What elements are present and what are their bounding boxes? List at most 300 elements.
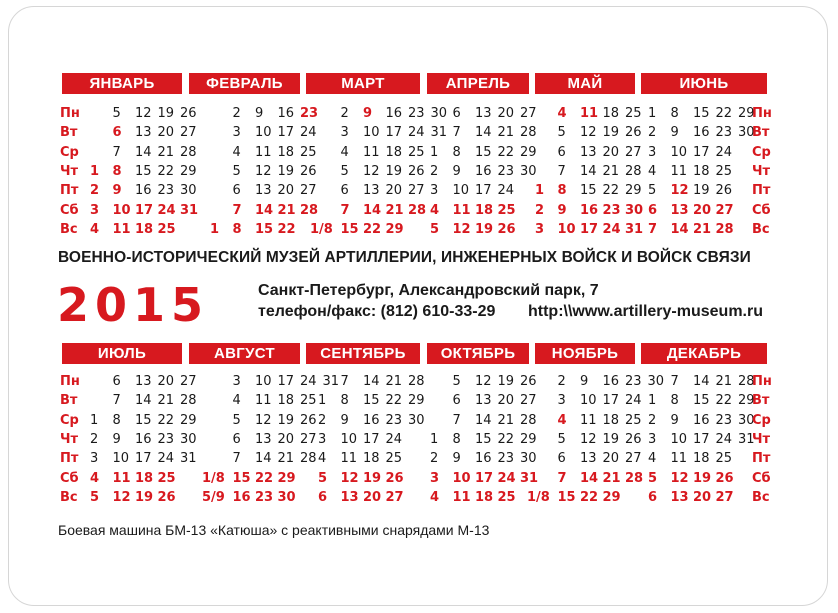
day-name-right: Сб xyxy=(752,470,771,486)
calendar-day: 4 xyxy=(648,451,657,467)
day-name-right: Вс xyxy=(752,489,770,505)
calendar-day: 14 xyxy=(363,374,380,389)
calendar-day: 15 xyxy=(557,489,576,505)
calendar-day: 12 xyxy=(112,489,131,505)
calendar-day: 22 xyxy=(602,183,620,199)
month-header: АПРЕЛЬ xyxy=(427,73,529,94)
calendar-day: 24 xyxy=(300,125,317,141)
calendar-day: 27 xyxy=(625,451,642,467)
calendar-day: 18 xyxy=(693,451,710,467)
calendar-day: 1 xyxy=(648,106,657,121)
calendar-day: 20 xyxy=(157,125,175,141)
calendar-day: 5 xyxy=(557,431,566,447)
calendar-day: 4 xyxy=(340,144,349,160)
calendar-day: 21 xyxy=(277,202,296,218)
calendar-day: 23 xyxy=(300,106,319,121)
calendar-day: 21 xyxy=(385,202,404,218)
calendar-day: 31 xyxy=(520,470,539,486)
calendar-day: 16 xyxy=(277,106,295,121)
calendar-day: 5 xyxy=(112,106,121,121)
calendar-day: 13 xyxy=(670,489,689,505)
calendar-day: 6 xyxy=(648,489,658,505)
calendar-day: 17 xyxy=(135,451,152,467)
calendar-day: 19 xyxy=(135,489,154,505)
calendar-day: 30 xyxy=(430,106,448,121)
calendar-day: 27 xyxy=(625,144,642,160)
calendar-day: 13 xyxy=(255,431,272,447)
calendar-day: 12 xyxy=(670,470,689,486)
calendar-day: 5 xyxy=(232,412,241,428)
calendar-day: 20 xyxy=(497,106,515,121)
calendar-day: 6 xyxy=(232,431,241,447)
calendar-day: 29 xyxy=(625,183,642,199)
calendar-day: 3 xyxy=(232,374,241,389)
calendar-day: 18 xyxy=(475,489,494,505)
calendar-day: 25 xyxy=(497,489,516,505)
calendar-day: 19 xyxy=(602,431,620,447)
calendar-day: 8 xyxy=(670,393,679,409)
calendar-day: 3 xyxy=(318,431,327,447)
calendar-day: 29 xyxy=(738,106,755,121)
calendar-day: 9 xyxy=(557,202,567,218)
calendar-day: 6 xyxy=(318,489,328,505)
calendar-day: 28 xyxy=(300,202,319,218)
calendar-day: 11 xyxy=(452,202,471,218)
calendar-day: 11 xyxy=(452,489,471,505)
calendar-day: 23 xyxy=(255,489,274,505)
calendar-day: 17 xyxy=(277,374,295,389)
calendar-day: 20 xyxy=(363,489,382,505)
calendar-day: 21 xyxy=(157,144,175,160)
calendar-day: 30 xyxy=(520,451,537,467)
calendar-day: 1 xyxy=(90,163,100,179)
calendar-day: 17 xyxy=(363,431,380,447)
calendar-day: 11 xyxy=(670,163,688,179)
calendar-day: 25 xyxy=(385,451,403,467)
calendar-day: 22 xyxy=(497,144,515,160)
calendar-day: 9 xyxy=(670,125,679,141)
calendar-day: 25 xyxy=(300,144,317,160)
calendar-day: 13 xyxy=(580,451,597,467)
calendar-day: 18 xyxy=(277,393,295,409)
day-name-left: Вс xyxy=(60,489,78,505)
calendar-day: 17 xyxy=(693,431,710,447)
day-name-left: Сб xyxy=(60,470,79,486)
calendar-day: 22 xyxy=(277,221,296,237)
calendar-day: 23 xyxy=(602,202,621,218)
calendar-day: 21 xyxy=(157,393,175,409)
calendar-day: 31 xyxy=(430,125,448,141)
calendar-day: 6 xyxy=(112,125,122,141)
calendar-day: 30 xyxy=(647,374,665,389)
calendar-day: 25 xyxy=(715,451,733,467)
calendar-day: 26 xyxy=(408,163,425,179)
calendar-day: 7 xyxy=(340,374,349,389)
calendar-day: 26 xyxy=(497,221,516,237)
calendar-day: 28 xyxy=(408,202,427,218)
calendar-day: 20 xyxy=(693,202,712,218)
calendar-day: 3 xyxy=(90,451,99,467)
calendar-day: 13 xyxy=(475,393,492,409)
calendar-day: 22 xyxy=(157,163,175,179)
calendar-day: 22 xyxy=(385,393,403,409)
calendar-day: 14 xyxy=(135,144,152,160)
calendar-day: 1 xyxy=(210,221,220,237)
calendar-day: 27 xyxy=(715,489,734,505)
year-label: 2015 xyxy=(57,278,210,332)
day-name-right: Пт xyxy=(752,183,771,199)
calendar-day: 2 xyxy=(232,106,241,121)
calendar-day: 19 xyxy=(385,163,403,179)
calendar-day: 18 xyxy=(363,451,380,467)
calendar-day: 23 xyxy=(625,374,642,389)
calendar-day: 11 xyxy=(255,144,272,160)
calendar-day: 9 xyxy=(112,183,122,199)
day-name-left: Вт xyxy=(60,393,78,409)
calendar-day: 28 xyxy=(520,412,537,428)
calendar-day: 29 xyxy=(180,163,197,179)
day-name-right: Ср xyxy=(752,144,771,160)
calendar-day: 25 xyxy=(497,202,516,218)
calendar-day: 19 xyxy=(693,470,712,486)
month-header: МАРТ xyxy=(306,73,420,94)
calendar-day: 13 xyxy=(135,125,152,141)
calendar-day: 14 xyxy=(255,451,272,467)
calendar-day: 5 xyxy=(452,374,461,389)
calendar-day: 6 xyxy=(557,144,566,160)
calendar-day: 17 xyxy=(475,183,492,199)
calendar-day: 25 xyxy=(715,163,733,179)
calendar-day: 15 xyxy=(135,163,152,179)
address: Санкт-Петербург, Александровский парк, 7 xyxy=(258,282,599,299)
calendar-day: 24 xyxy=(602,221,621,237)
calendar-day: 23 xyxy=(497,451,515,467)
calendar-day: 19 xyxy=(277,412,295,428)
calendar-day: 9 xyxy=(670,412,679,428)
calendar-day: 26 xyxy=(625,125,642,141)
calendar-day: 24 xyxy=(157,202,176,218)
calendar-day: 7 xyxy=(648,221,658,237)
website-link[interactable]: http:\\www.artillery-museum.ru xyxy=(528,303,763,320)
day-name-left: Сб xyxy=(60,202,79,218)
calendar-day: 1 xyxy=(318,393,327,409)
calendar-day: 8 xyxy=(452,144,461,160)
calendar-day: 10 xyxy=(112,451,130,467)
calendar-day: 24 xyxy=(625,393,642,409)
calendar-day: 16 xyxy=(385,106,403,121)
calendar-day: 5 xyxy=(557,125,566,141)
calendar-day: 12 xyxy=(580,125,597,141)
calendar-day: 21 xyxy=(715,374,733,389)
calendar-day: 7 xyxy=(232,202,242,218)
calendar-day: 20 xyxy=(157,374,175,389)
calendar-day: 18 xyxy=(135,470,154,486)
calendar-day: 14 xyxy=(135,393,152,409)
calendar-day: 27 xyxy=(715,202,734,218)
calendar-day: 4 xyxy=(430,202,440,218)
calendar-day: 29 xyxy=(738,393,755,409)
calendar-day: 16 xyxy=(363,412,380,428)
calendar-day: 19 xyxy=(277,163,295,179)
calendar-day: 26 xyxy=(520,374,537,389)
calendar-day: 7 xyxy=(340,202,350,218)
calendar-day: 23 xyxy=(385,412,403,428)
calendar-day: 11 xyxy=(112,221,131,237)
calendar-day: 11 xyxy=(112,470,131,486)
calendar-day: 20 xyxy=(277,431,295,447)
calendar-day: 7 xyxy=(112,393,121,409)
calendar-day: 15 xyxy=(475,431,492,447)
calendar-day: 1 xyxy=(430,144,439,160)
calendar-day: 16 xyxy=(135,183,152,199)
calendar-day: 17 xyxy=(135,202,154,218)
calendar-day: 12 xyxy=(340,470,359,486)
calendar-day: 24 xyxy=(497,470,516,486)
calendar-day: 5 xyxy=(430,221,440,237)
month-header: СЕНТЯБРЬ xyxy=(306,343,420,364)
calendar-day: 18 xyxy=(277,144,295,160)
calendar-day: 2 xyxy=(340,106,349,121)
calendar-day: 20 xyxy=(497,393,515,409)
calendar-day: 10 xyxy=(557,221,576,237)
calendar-day: 23 xyxy=(497,163,515,179)
calendar-day: 1/8 xyxy=(202,470,225,486)
calendar-day: 13 xyxy=(475,106,492,121)
calendar-day: 27 xyxy=(300,431,317,447)
calendar-day: 30 xyxy=(625,202,644,218)
calendar-day: 21 xyxy=(385,374,403,389)
calendar-day: 10 xyxy=(255,374,272,389)
calendar-day: 15 xyxy=(693,393,710,409)
calendar-day: 16 xyxy=(580,202,599,218)
calendar-day: 2 xyxy=(430,163,439,179)
calendar-day: 10 xyxy=(363,125,380,141)
calendar-day: 17 xyxy=(475,470,494,486)
calendar-day: 27 xyxy=(520,393,537,409)
calendar-day: 25 xyxy=(157,470,176,486)
calendar-day: 28 xyxy=(715,221,734,237)
calendar-day: 6 xyxy=(340,183,349,199)
calendar-day: 3 xyxy=(535,221,545,237)
calendar-day: 22 xyxy=(715,106,733,121)
calendar-day: 1 xyxy=(430,431,439,447)
calendar-day: 21 xyxy=(602,163,620,179)
calendar-day: 15 xyxy=(475,144,492,160)
calendar-day: 7 xyxy=(557,470,567,486)
calendar-day: 21 xyxy=(497,125,515,141)
calendar-day: 15 xyxy=(232,470,251,486)
calendar-day: 22 xyxy=(497,431,515,447)
calendar-day: 11 xyxy=(580,106,599,121)
calendar-day: 14 xyxy=(580,470,599,486)
calendar-day: 18 xyxy=(135,221,154,237)
calendar-day: 1/8 xyxy=(527,489,550,505)
month-header: ИЮЛЬ xyxy=(62,343,182,364)
calendar-day: 18 xyxy=(475,202,494,218)
calendar-day: 28 xyxy=(625,470,644,486)
calendar-day: 9 xyxy=(580,374,589,389)
calendar-day: 5 xyxy=(340,163,349,179)
calendar-day: 25 xyxy=(625,106,642,121)
image-caption: Боевая машина БМ-13 «Катюша» с реактивными снарядами М-13 xyxy=(58,522,490,538)
calendar-day: 5/9 xyxy=(202,489,225,505)
day-name-left: Ср xyxy=(60,144,79,160)
calendar-day: 3 xyxy=(648,431,657,447)
calendar-day: 30 xyxy=(738,412,755,428)
calendar-day: 19 xyxy=(693,183,710,199)
calendar-day: 8 xyxy=(112,412,121,428)
calendar-day: 15 xyxy=(693,106,710,121)
calendar-day: 8 xyxy=(232,221,242,237)
calendar-day: 16 xyxy=(693,412,710,428)
calendar-day: 18 xyxy=(693,163,710,179)
calendar-day: 26 xyxy=(715,183,733,199)
calendar-day: 16 xyxy=(693,125,710,141)
day-name-right: Чт xyxy=(752,431,771,447)
calendar-day: 25 xyxy=(625,412,642,428)
day-name-right: Вс xyxy=(752,221,770,237)
calendar-day: 2 xyxy=(557,374,566,389)
calendar-day: 24 xyxy=(408,125,425,141)
calendar-day: 6 xyxy=(232,183,241,199)
calendar-day: 17 xyxy=(385,125,403,141)
month-header: ОКТЯБРЬ xyxy=(427,343,529,364)
calendar-day: 7 xyxy=(670,374,679,389)
calendar-day: 26 xyxy=(157,489,176,505)
month-header: ФЕВРАЛЬ xyxy=(189,73,300,94)
calendar-day: 3 xyxy=(648,144,657,160)
calendar-day: 13 xyxy=(135,374,152,389)
calendar-day: 3 xyxy=(90,202,100,218)
day-name-left: Пн xyxy=(60,374,80,389)
calendar-day: 27 xyxy=(520,106,537,121)
calendar-day: 19 xyxy=(602,125,620,141)
calendar-day: 20 xyxy=(277,183,295,199)
calendar-day: 30 xyxy=(180,183,197,199)
calendar-day: 8 xyxy=(670,106,679,121)
calendar-day: 15 xyxy=(363,393,380,409)
month-header: ЯНВАРЬ xyxy=(62,73,182,94)
calendar-day: 19 xyxy=(157,106,175,121)
calendar-day: 1 xyxy=(648,393,657,409)
month-header: ДЕКАБРЬ xyxy=(641,343,767,364)
calendar-day: 19 xyxy=(363,470,382,486)
calendar-day: 30 xyxy=(738,125,755,141)
calendar-day: 7 xyxy=(452,125,461,141)
calendar-day: 21 xyxy=(497,412,515,428)
calendar-day: 24 xyxy=(385,431,403,447)
calendar-day: 23 xyxy=(157,431,175,447)
calendar-day: 8 xyxy=(112,163,122,179)
calendar-day: 13 xyxy=(580,144,597,160)
calendar-day: 30 xyxy=(180,431,197,447)
calendar-day: 2 xyxy=(90,431,99,447)
calendar-day: 31 xyxy=(322,374,340,389)
calendar-day: 21 xyxy=(693,221,712,237)
calendar-day: 17 xyxy=(693,144,710,160)
calendar-day: 24 xyxy=(157,451,175,467)
day-name-left: Пт xyxy=(60,183,79,199)
calendar-day: 4 xyxy=(648,163,657,179)
calendar-day: 28 xyxy=(180,393,197,409)
calendar-day: 7 xyxy=(557,163,566,179)
museum-title: ВОЕННО-ИСТОРИЧЕСКИЙ МУЗЕЙ АРТИЛЛЕРИИ, ИНЖЕНЕРНЫХ ВОЙСК И ВОЙСК СВЯЗИ xyxy=(58,249,751,266)
day-name-right: Сб xyxy=(752,202,771,218)
calendar-day: 10 xyxy=(580,393,597,409)
calendar-day: 9 xyxy=(112,431,121,447)
calendar-day: 11 xyxy=(363,144,380,160)
calendar-day: 29 xyxy=(180,412,197,428)
calendar-day: 14 xyxy=(255,202,274,218)
calendar-day: 12 xyxy=(580,431,597,447)
calendar-day: 28 xyxy=(738,374,755,389)
calendar-day: 3 xyxy=(430,470,440,486)
calendar-day: 24 xyxy=(715,144,733,160)
calendar-day: 1/8 xyxy=(310,221,333,237)
day-name-right: Пн xyxy=(752,374,772,389)
phone-fax: телефон/факс: (812) 610-33-29 xyxy=(258,303,496,320)
calendar-day: 16 xyxy=(232,489,251,505)
calendar-day: 2 xyxy=(535,202,545,218)
calendar-day: 1 xyxy=(90,412,99,428)
calendar-day: 14 xyxy=(580,163,597,179)
month-header: АВГУСТ xyxy=(189,343,300,364)
calendar-day: 4 xyxy=(430,489,440,505)
calendar-day: 15 xyxy=(580,183,597,199)
day-name-right: Вт xyxy=(752,393,770,409)
calendar-day: 23 xyxy=(157,183,175,199)
calendar-day: 30 xyxy=(520,163,537,179)
calendar-day: 6 xyxy=(648,202,658,218)
calendar-day: 19 xyxy=(475,221,494,237)
calendar-day: 9 xyxy=(255,106,264,121)
calendar-day: 7 xyxy=(232,451,241,467)
calendar-day: 5 xyxy=(318,470,328,486)
calendar-day: 12 xyxy=(452,221,471,237)
calendar-day: 8 xyxy=(340,393,349,409)
calendar-day: 14 xyxy=(475,125,492,141)
calendar-day: 10 xyxy=(670,431,688,447)
calendar-day: 2 xyxy=(318,412,327,428)
calendar-day: 12 xyxy=(363,163,380,179)
calendar-day: 14 xyxy=(363,202,382,218)
calendar-day: 3 xyxy=(557,393,566,409)
calendar-day: 4 xyxy=(318,451,327,467)
calendar-day: 5 xyxy=(648,470,658,486)
calendar-day: 22 xyxy=(363,221,382,237)
calendar-day: 29 xyxy=(602,489,621,505)
calendar-day: 29 xyxy=(277,470,296,486)
month-header: НОЯБРЬ xyxy=(535,343,635,364)
calendar-day: 27 xyxy=(300,183,317,199)
calendar-day: 9 xyxy=(340,412,349,428)
calendar-day: 21 xyxy=(602,470,621,486)
day-name-left: Вс xyxy=(60,221,78,237)
calendar-day: 11 xyxy=(340,451,358,467)
day-name-right: Пт xyxy=(752,451,771,467)
calendar-day: 2 xyxy=(90,183,100,199)
day-name-left: Пн xyxy=(60,106,80,121)
day-name-left: Ср xyxy=(60,412,79,428)
calendar-day: 22 xyxy=(157,412,175,428)
calendar-day: 9 xyxy=(452,163,461,179)
calendar-day: 11 xyxy=(670,451,688,467)
calendar-day: 16 xyxy=(602,374,620,389)
day-name-left: Вт xyxy=(60,125,78,141)
calendar-day: 4 xyxy=(90,470,100,486)
calendar-day: 6 xyxy=(452,106,461,121)
calendar-day: 28 xyxy=(520,125,537,141)
